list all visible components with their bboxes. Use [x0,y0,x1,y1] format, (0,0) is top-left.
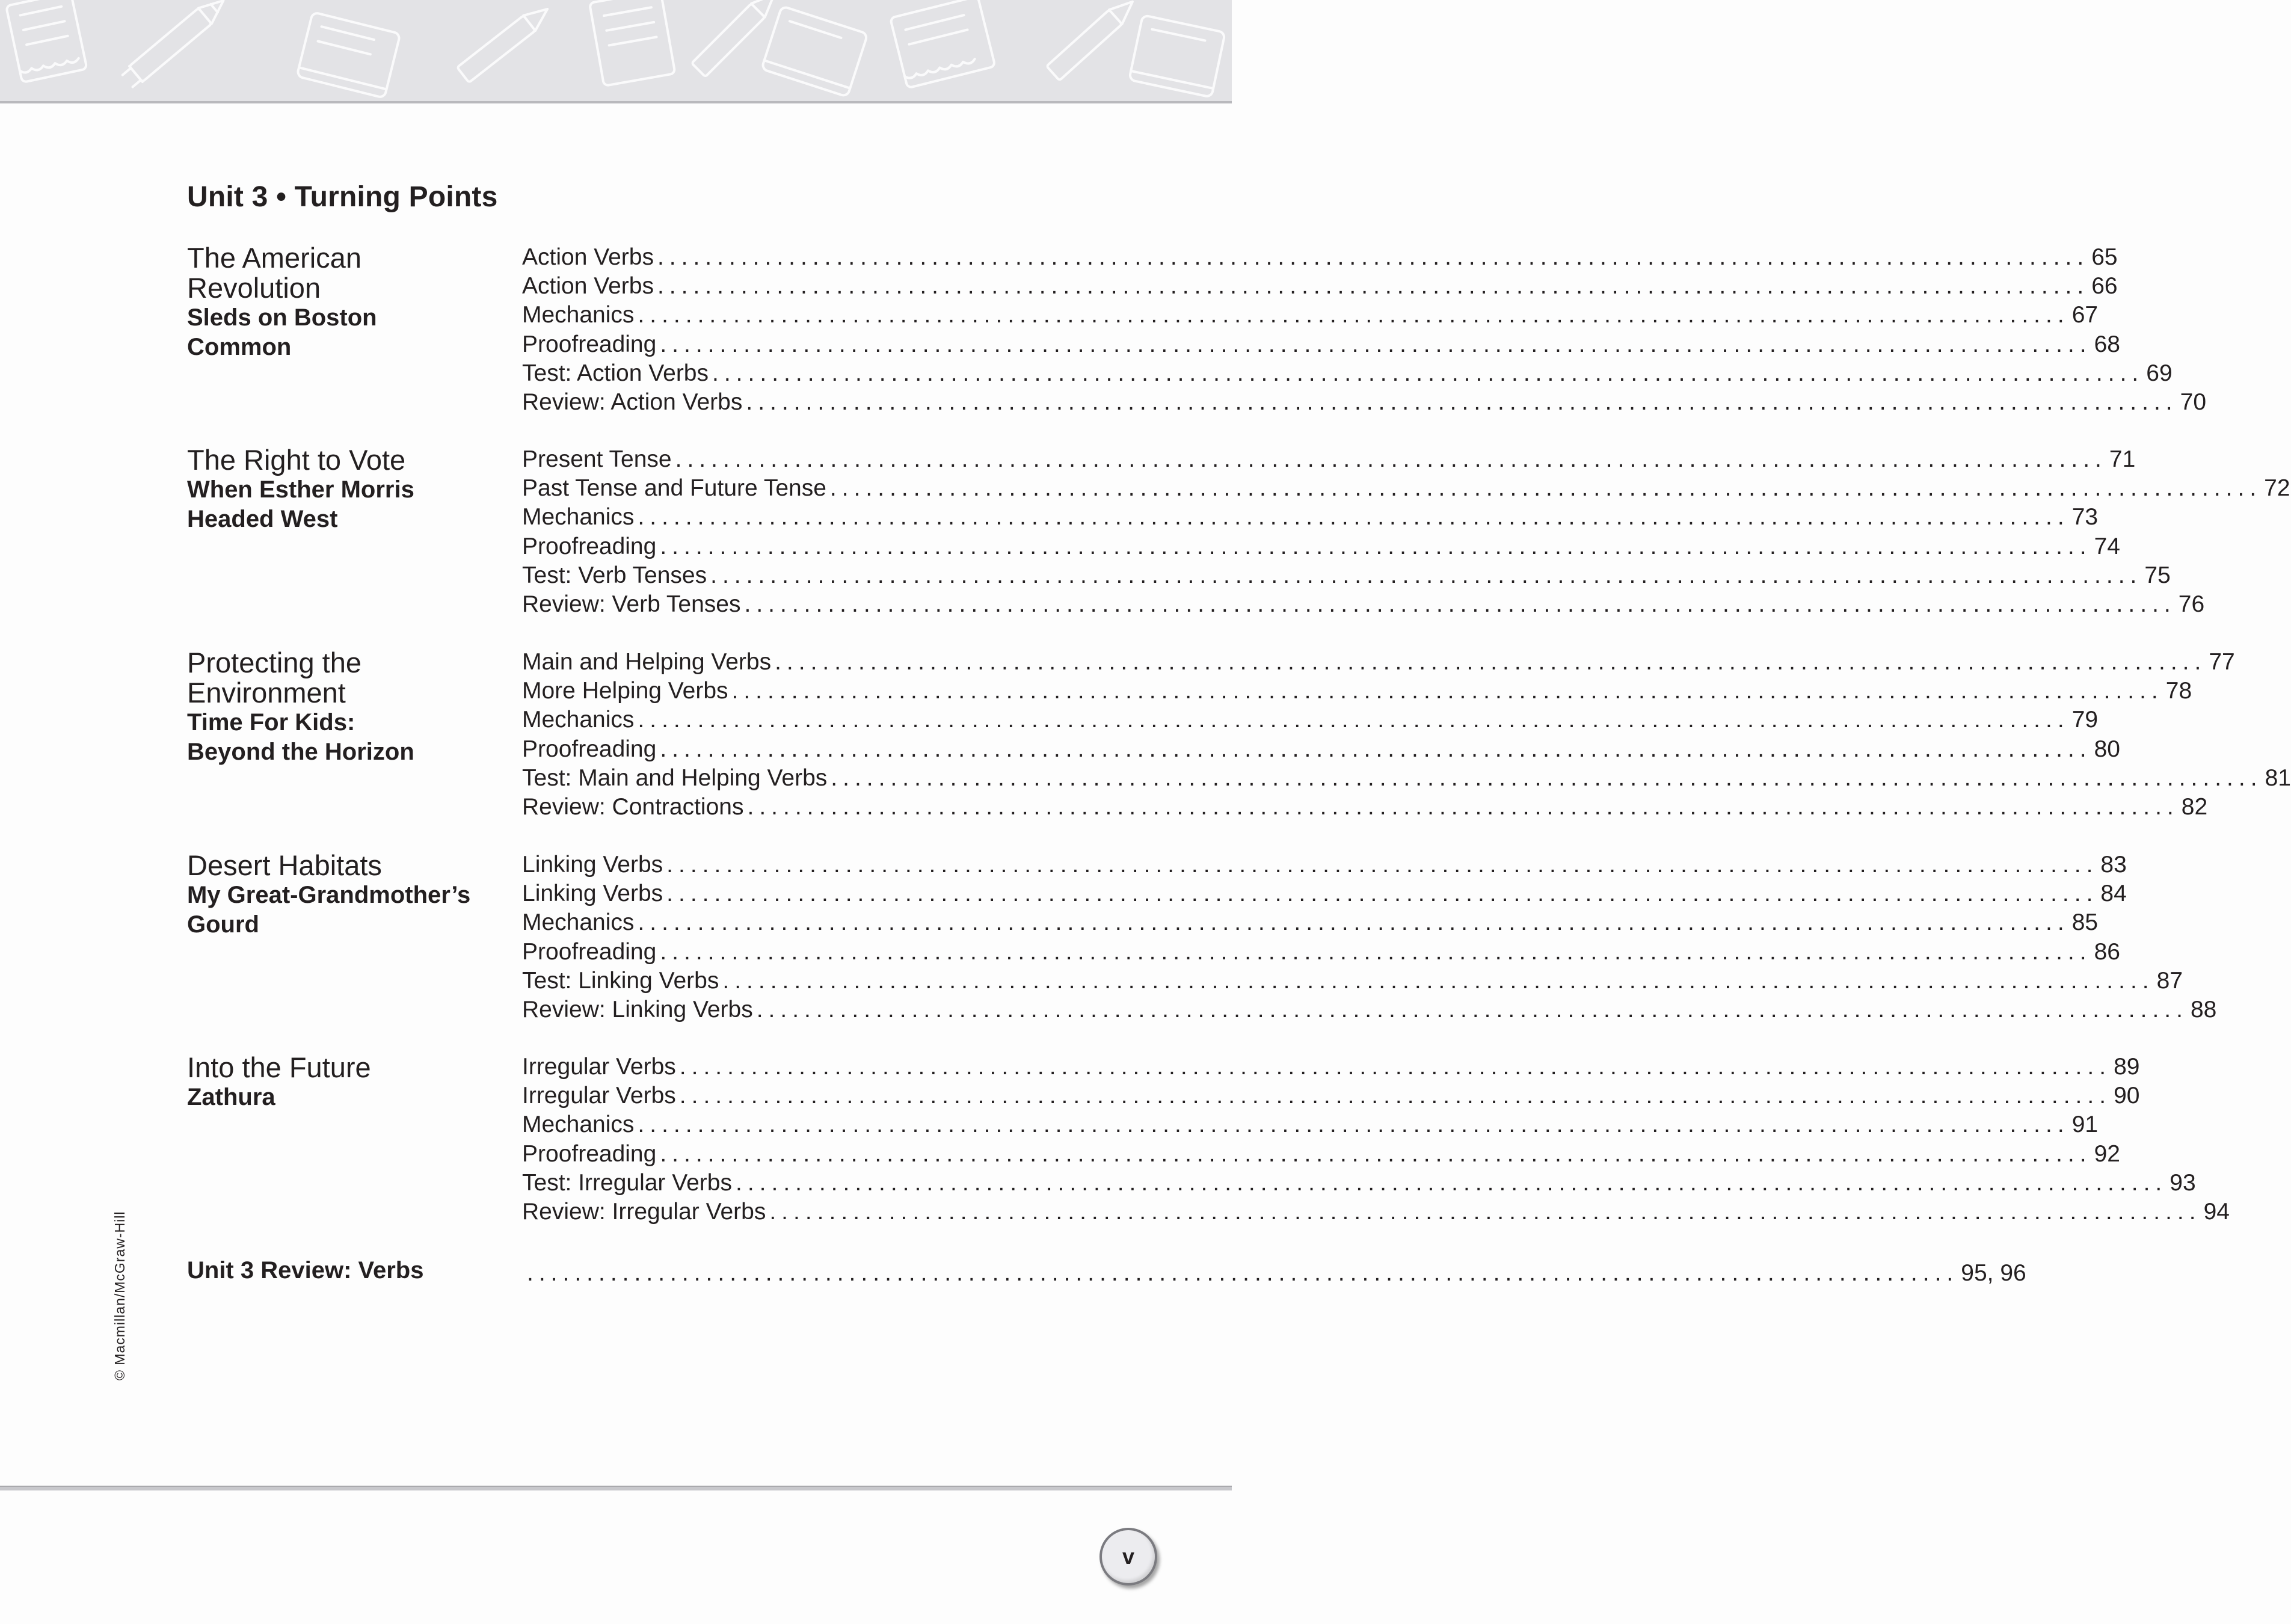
toc-entry [522,301,2099,330]
entry-label: Action Verbs [522,244,654,270]
section-heading [187,648,500,767]
entry-page-number: 70 [2180,389,2207,415]
entry-label: Proofreading [522,736,657,762]
entry-label: Review: Verb Tenses [522,591,741,617]
leader-dots: ........................................................................................................................ [638,1112,2070,1138]
toc-entry [522,1110,2099,1139]
leader-dots: ........................................................................................................................ [660,533,2092,559]
toc-entry [522,388,2207,417]
entry-page-number: 84 [2100,881,2127,907]
entry-page-number: 79 [2071,707,2099,733]
leader-dots: ........................................................................................................................ [660,938,2092,965]
leader-dots: ........................................................................................................................ [756,996,2188,1023]
leader-dots: ........................................................................................................................ [775,649,2207,675]
toc-entry [522,474,2290,503]
entry-page-number: 92 [2094,1140,2120,1167]
entry-page-number: 87 [2156,967,2183,994]
toc-entry [522,879,2127,908]
toc-entry [522,1169,2196,1198]
unit-review-label: Unit 3 Review: Verbs [187,1257,424,1284]
entry-label: Test: Action Verbs [522,360,709,386]
toc-entry [522,938,2120,967]
entry-page-number: 65 [2091,244,2118,270]
toc-entry [522,445,2136,474]
entry-label: Proofreading [522,938,657,965]
story-title: Gourd [187,911,259,938]
entry-page-number: 88 [2190,996,2217,1023]
leader-dots: ........................................................................................................................ [638,707,2070,733]
entry-page-number: 81 [2265,764,2291,791]
leader-dots: ........................................................................................................................ [657,244,2090,270]
story-title: Common [187,334,292,360]
entry-label: Mechanics [522,1112,635,1138]
story-title: My Great-Grandmother’s [187,882,471,908]
unit-review-entry [527,1259,2026,1288]
entry-page-number: 68 [2094,331,2120,357]
leader-dots: ........................................................................................................................ [657,273,2090,300]
toc-entry [522,850,2127,879]
toc-entry [522,561,2171,590]
copyright-notice: © Macmillan/McGraw-Hill [112,1211,128,1380]
toc-entry [522,243,2118,272]
theme-title: Protecting the [187,647,362,678]
leader-dots: ........................................................................................................................ [744,591,2176,617]
toc-entry [522,648,2235,677]
entry-page-number: 90 [2114,1083,2140,1109]
section-entries [522,850,2217,1024]
entry-page-number: 69 [2146,360,2173,386]
toc-entry [522,706,2099,734]
story-title: Zathura [187,1084,275,1110]
section-heading [187,445,500,534]
leader-dots: ........................................................................................................................ [722,967,2154,994]
leader-dots: ........................................................................................................................ [660,736,2092,762]
story-title: Time For Kids: [187,709,355,736]
toc-entry [522,793,2208,822]
theme-title: The Right to Vote [187,444,406,476]
story-title: Beyond the Horizon [187,739,414,765]
entry-page-number: 83 [2100,852,2127,878]
section-entries [522,1053,2230,1226]
entry-label: Mechanics [522,504,635,531]
entry-label: Mechanics [522,302,635,328]
entry-page-number: 80 [2094,736,2120,762]
toc-entry [522,764,2291,793]
entry-page-number: 91 [2071,1112,2099,1138]
entry-page-number: 66 [2091,273,2118,300]
entry-label: Review: Contractions [522,793,744,820]
leader-dots: ........................................................................................................................ [831,764,2263,791]
entry-label: Review: Irregular Verbs [522,1198,766,1225]
entry-page-number: 86 [2094,938,2120,965]
leader-dots: ........................................................................................................................ [638,504,2070,531]
toc-entry [522,908,2099,937]
theme-title: Into the Future [187,1051,371,1083]
theme-title: Revolution [187,272,321,304]
leader-dots: ........................................................................................................................ [638,909,2070,936]
entry-label: Review: Linking Verbs [522,996,753,1023]
entry-label: Mechanics [522,909,635,936]
toc-entry [522,359,2173,388]
leader-dots: ........................................................................................................................ [527,1260,1959,1286]
leader-dots: ........................................................................................................................ [679,1083,2112,1109]
leader-dots: ........................................................................................................................ [746,389,2178,415]
entry-label: Test: Verb Tenses [522,562,707,588]
entry-label: Review: Action Verbs [522,389,743,415]
story-title: Sleds on Boston [187,304,377,331]
leader-dots: ........................................................................................................................ [735,1169,2168,1196]
entry-page-number: 93 [2170,1169,2196,1196]
entry-label: More Helping Verbs [522,678,728,704]
page-number-badge [1099,1528,1157,1586]
entry-label: Past Tense and Future Tense [522,475,826,502]
toc-entry [522,330,2120,359]
leader-dots: ........................................................................................................................ [679,1054,2112,1080]
section-entries [522,243,2207,417]
entry-label: Test: Main and Helping Verbs [522,764,828,791]
entry-page-number: 94 [2203,1198,2230,1225]
entry-label: Irregular Verbs [522,1054,676,1080]
toc-entry [522,967,2183,995]
toc-entry [522,1140,2120,1169]
entry-label: Proofreading [522,331,657,357]
unit-title: Unit 3 • Turning Points [187,181,498,213]
leader-dots: ........................................................................................................................ [829,475,2262,502]
toc-entry [522,677,2192,706]
theme-title: Environment [187,677,346,709]
leader-dots: ........................................................................................................................ [638,302,2070,328]
entry-label: Test: Linking Verbs [522,967,719,994]
story-title: Headed West [187,506,338,532]
toc-entry [522,1198,2230,1226]
entry-label: Proofreading [522,1140,657,1167]
leader-dots: ........................................................................................................................ [666,881,2099,907]
leader-dots: ........................................................................................................................ [769,1198,2201,1225]
section-heading [187,850,500,940]
entry-page-number: 74 [2094,533,2120,559]
entry-page-number: 67 [2071,302,2099,328]
entry-label: Present Tense [522,446,672,472]
header-banner [0,0,1232,103]
toc-entry [522,1081,2140,1110]
section-heading [187,243,500,362]
section-entries [522,648,2291,822]
theme-title: Desert Habitats [187,849,382,881]
entry-page-number: 82 [2181,793,2208,820]
leader-dots: ........................................................................................................................ [660,331,2092,357]
toc-entry [522,503,2099,532]
entry-label: Proofreading [522,533,657,559]
section-entries [522,445,2290,619]
story-title: When Esther Morris [187,476,414,503]
entry-page-number: 77 [2209,649,2235,675]
entry-label: Mechanics [522,707,635,733]
entry-label: Linking Verbs [522,852,663,878]
bottom-divider [0,1486,1232,1490]
leader-dots: ........................................................................................................................ [675,446,2107,472]
entry-page-number: 72 [2264,475,2290,502]
leader-dots: ........................................................................................................................ [731,678,2163,704]
leader-dots: ........................................................................................................................ [660,1140,2092,1167]
entry-label: Linking Verbs [522,881,663,907]
unit-review-pages: 95, 96 [1961,1260,2026,1286]
leader-dots: ........................................................................................................................ [666,852,2099,878]
toc-entry [522,272,2118,301]
leader-dots: ........................................................................................................................ [747,793,2179,820]
section-heading [187,1053,500,1112]
entry-page-number: 75 [2144,562,2171,588]
school-supplies-doodle-icon [0,0,1232,101]
theme-title: The American [187,242,361,274]
entry-page-number: 78 [2165,678,2192,704]
leader-dots: ........................................................................................................................ [710,562,2142,588]
toc-entry [522,590,2205,619]
toc-entry [522,1053,2140,1081]
entry-page-number: 85 [2071,909,2099,936]
leader-dots: ........................................................................................................................ [712,360,2144,386]
entry-label: Main and Helping Verbs [522,649,772,675]
entry-page-number: 89 [2114,1054,2140,1080]
entry-page-number: 76 [2178,591,2205,617]
entry-label: Test: Irregular Verbs [522,1169,732,1196]
entry-page-number: 73 [2071,504,2099,531]
entry-label: Action Verbs [522,273,654,300]
page-number: v [1122,1544,1135,1569]
entry-label: Irregular Verbs [522,1083,676,1109]
toc-entry [522,735,2120,764]
toc-entry [522,532,2120,561]
toc-entry [522,995,2217,1024]
entry-page-number: 71 [2109,446,2136,472]
